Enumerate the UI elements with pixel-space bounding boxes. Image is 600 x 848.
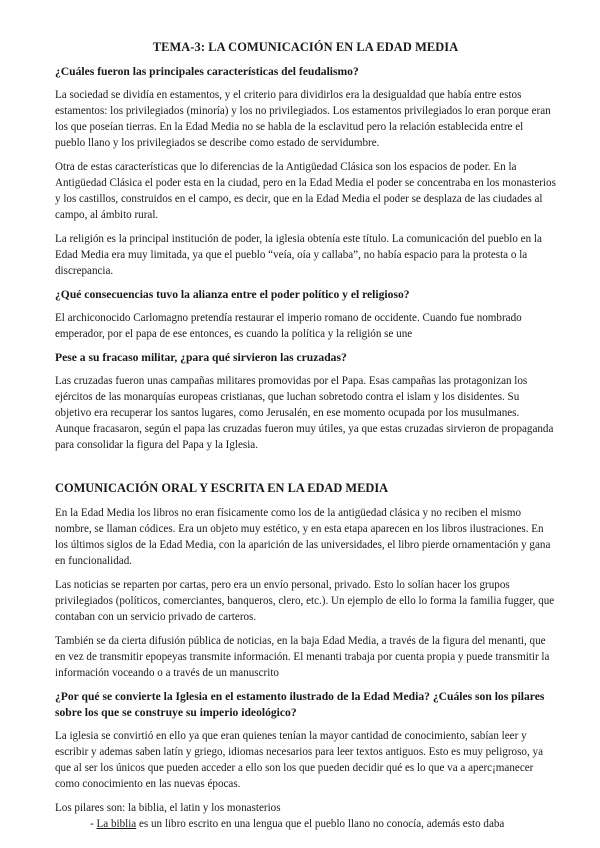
paragraph-estamentos: La sociedad se dividía en estamentos, y el criterio para dividirlos era la desigualdad que había entre estos estamentos: los privilegiados (minoría) y los no privilegiados. Los estamentos privilegiados lo eran porque eran los que poseían tierras. En la Edad Media no se habla de la esclavitud pero la relación establecida entre el pueblo llano y los privilegiados se describe como estado de servidumbre. bbox=[55, 89, 551, 149]
question-iglesia: ¿Por qué se convierte la Iglesia en el estamento ilustrado de la Edad Media? ¿Cuáles son los pilares sobre los que se construye su imperio ideológico? bbox=[55, 690, 545, 719]
document-title: TEMA-3: LA COMUNICACIÓN EN LA EDAD MEDIA bbox=[152, 40, 459, 54]
paragraph-carlomagno: El archiconocido Carlomagno pretendía restaurar el imperio romano de occidente. Cuando fue nombrado emperador, por el papa de ese entonces, es cuando la política y la religión se une bbox=[55, 312, 522, 340]
question-alianza: ¿Qué consecuencias tuvo la alianza entre el poder político y el religioso? bbox=[55, 288, 410, 301]
question-cruzadas: Pese a su fracaso militar, ¿para qué sirvieron las cruzadas? bbox=[55, 351, 347, 364]
section-heading-comunicacion: COMUNICACIÓN ORAL Y ESCRITA EN LA EDAD MEDIA bbox=[55, 481, 389, 495]
list-dash: - bbox=[90, 818, 97, 830]
paragraph-cruzadas: Las cruzadas fueron unas campañas militares promovidas por el Papa. Esas campañas las protagonizan los ejércitos de las monarquías europeas cristianas, que luchan sobretodo contra el islam y los disidentes. Su objetivo era recuperar los santos lugares, como Jerusalén, en ese momento ocupada por los musulmanes. Aunque fracasaron, según el papa las cruzadas fueron muy útiles, ya que estas cruzadas sirvieron de propaganda para consolidar la figura del Papa y la Iglesia. bbox=[55, 375, 554, 451]
paragraph-iglesia: La iglesia se convirtió en ello ya que eran quienes tenían la mayor cantidad de conocimiento, sabían leer y escribir y ademas saben latín y griego, idiomas necesarios para leer textos antiguos. Esto es muy peligroso, ya que al ser los únicos que pueden acceder a ello son los que pueden decidir qué es lo que va a aperc¡manecer como conocimiento en las nuevas épocas. bbox=[55, 730, 543, 790]
list-text-biblia: es un libro escrito en una lengua que el pueblo llano no conocía, además esto daba bbox=[136, 818, 505, 830]
paragraph-espacios-poder: Otra de estas características que lo diferencias de la Antigüedad Clásica son los espacios de poder. En la Antigüedad Clásica el poder esta en la ciudad, pero en la Edad Media el poder se concentraba en los monasterios y los castillos, construidos en el campo, es decir, que en la Edad Media el poder se desplaza de las ciudades al campo, al ámbito rural. bbox=[55, 161, 556, 221]
paragraph-codices: En la Edad Media los libros no eran físicamente como los de la antigüedad clásica y no reciben el mismo nombre, se llaman códices. Era un objeto muy estético, y en esta etapa aparecen en los libros ilustraciones. En los últimos siglos de la Edad Media, con la aparición de las universidades, el libro pierde ornamentación y gana en funcionalidad. bbox=[55, 507, 551, 567]
pilares-intro: Los pilares son: la biblia, el latin y los monasterios bbox=[55, 802, 281, 814]
paragraph-religion: La religión es la principal institución de poder, la iglesia obtenía este título. La comunicación del pueblo en la Edad Media era muy limitada, ya que el pueblo “veía, oía y callaba”, no había espacio para la protesta o la discrepancia. bbox=[55, 233, 542, 277]
question-feudalism: ¿Cuáles fueron las principales características del feudalismo? bbox=[55, 65, 359, 78]
paragraph-menanti: También se da cierta difusión pública de noticias, en la baja Edad Media, a través de la figura del menanti, que en vez de transmitir epopeyas transmite información. El menanti trabaja por cuenta propia y puede transmitir la información voceando o a través de un manuscrito bbox=[55, 635, 550, 679]
paragraph-cartas: Las noticias se reparten por cartas, pero era un envío personal, privado. Esto lo solían hacer los grupos privilegiados (políticos, comerciantes, banqueros, clero, etc.). Un ejemplo de ello lo forma la familia fugger, que contaban con un servicio privado de carteros. bbox=[55, 579, 555, 623]
list-item-biblia bbox=[90, 816, 556, 832]
list-term-biblia: La biblia bbox=[96, 818, 137, 830]
